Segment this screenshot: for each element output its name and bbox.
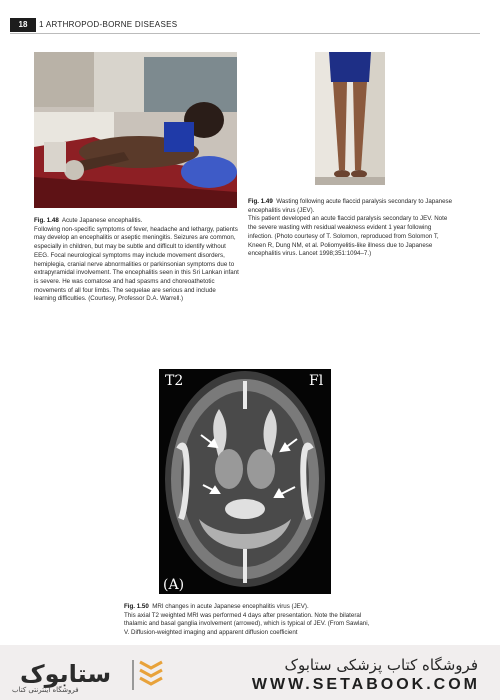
figure-1-49-label: Fig. 1.49	[248, 198, 273, 205]
page-number: 18	[10, 18, 36, 32]
footer-url-link[interactable]: WWW.SETABOOK.COM	[251, 676, 480, 693]
legs-wasting-illustration	[315, 52, 385, 185]
footer-persian-title: فروشگاه کتاب پزشکی ستابوک	[284, 656, 478, 674]
figure-1-48-body: Following non-specific symptoms of fever, headache and lethargy, patients may develop an encephalitis or aseptic meningitis. Seizures are common, especially in children, but may be subtle and difficult to identify without EEG. Focal neurological symptoms may include movement disorders, hemiplegia, cranial nerve abnormalities or parkinsonian symptoms due to extrapyramidal involvement. The encephalitis seen in this Sri Lankan infant is severe. He was comatose and had spasms and choreoathetotic movements of all four limbs. The sequelae are serious and include learning difficulties. (Courtesy, Professor D.A. Warrell.)	[34, 225, 239, 303]
figure-1-50-body: This axial T2 weighted MRI was performed 4 days after presentation. Note the bilateral thalamic and basal ganglia involvement (arrowed), which is typical of JEV. (From Sawlani, V. Diffusion-weighted imaging and apparent diffusion coefficient	[124, 611, 370, 637]
page-header	[0, 0, 500, 34]
header-rule	[10, 33, 480, 34]
figure-1-48-title: Acute Japanese encephalitis.	[61, 217, 143, 224]
figure-1-49-photo	[315, 52, 385, 185]
mri-label-t2: T2	[165, 373, 184, 389]
patient-in-bed-illustration	[34, 52, 237, 208]
mri-label-a: (A)	[163, 577, 185, 593]
logo-divider	[132, 660, 134, 690]
figure-1-50-title: MRI changes in acute Japanese encephalitis virus (JEV).	[152, 603, 309, 610]
figure-1-50-mri	[159, 369, 331, 594]
figure-1-48-caption	[34, 217, 239, 304]
figure-1-49-body: This patient developed an acute flaccid paralysis secondary to JEV. Note the severe wasting with residual weakness evident 1 year following infection. (Photo courtesy of T. Solomon, reproduced from Solomon T, Kneen R, Dung NM, et al. Poliomyelitis-like illness due to Japanese encephalitis virus. Lancet 1998;351:1094–7.)	[248, 215, 448, 258]
figure-1-50-label: Fig. 1.50	[124, 603, 149, 610]
figure-1-48-label: Fig. 1.48	[34, 217, 59, 224]
logo-text: ستابوک	[20, 660, 112, 688]
mri-label-fl: Fl	[309, 373, 324, 389]
book-logo-icon	[138, 658, 164, 688]
logo-subtitle: فروشگاه اینترنتی کتاب	[12, 686, 79, 694]
running-title: 1 ARTHROPOD-BORNE DISEASES	[39, 20, 178, 29]
figure-1-48-photo	[34, 52, 237, 208]
mri-brain-illustration	[159, 369, 331, 594]
figure-1-49-title: Wasting following acute flaccid paralysis secondary to Japanese encephalitis virus (JEV).	[248, 198, 453, 214]
figure-1-49-caption	[248, 198, 456, 259]
figure-1-50-caption	[124, 603, 370, 638]
